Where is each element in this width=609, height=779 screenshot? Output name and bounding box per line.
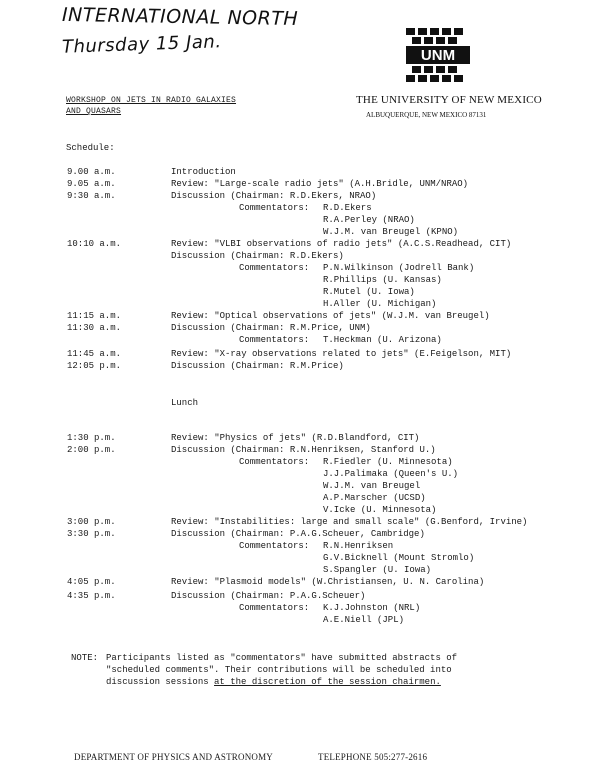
schedule-row	[0, 602, 609, 614]
schedule-row	[0, 250, 609, 262]
workshop-title-line-1: WORKSHOP ON JETS IN RADIO GALAXIES	[66, 96, 237, 105]
schedule-row	[0, 456, 609, 468]
schedule-description: Discussion (Chairman: R.D.Ekers, NRAO)	[171, 191, 377, 201]
schedule-time: 2:00 p.m.	[67, 445, 116, 455]
schedule-row	[0, 552, 609, 564]
commentator-name: G.V.Bicknell (Mount Stromlo)	[323, 553, 475, 563]
schedule-row	[0, 492, 609, 504]
commentator-name: R.Fiedler (U. Minnesota)	[323, 457, 453, 467]
schedule-row	[0, 480, 609, 492]
schedule-time: 11:30 a.m.	[67, 323, 122, 333]
commentator-name: R.N.Henriksen	[323, 541, 394, 551]
schedule-row	[0, 238, 609, 250]
schedule-row	[0, 564, 609, 576]
commentators-label: Commentators:	[239, 335, 310, 345]
schedule-description: Review: "VLBI observations of radio jets" (A.C.S.Readhead, CIT)	[171, 239, 512, 249]
unm-logo-icon	[406, 28, 470, 84]
schedule-row	[0, 540, 609, 552]
schedule-row	[0, 444, 609, 456]
footer-telephone: TELEPHONE 505:277-2616	[318, 752, 428, 762]
handwritten-title: INTERNATIONAL NORTH	[61, 3, 299, 31]
schedule-time: 10:10 a.m.	[67, 239, 122, 249]
schedule-description: Review: "Physics of jets" (R.D.Blandford, CIT)	[171, 433, 420, 443]
commentator-name: T.Heckman (U. Arizona)	[323, 335, 442, 345]
schedule-row	[0, 504, 609, 516]
note-line-3	[106, 676, 441, 688]
schedule-row	[0, 432, 609, 444]
note-line-2: "scheduled comments". Their contributions will be scheduled into	[106, 665, 452, 675]
university-name: THE UNIVERSITY OF NEW MEXICO	[356, 94, 542, 106]
schedule-time: 11:15 a.m.	[67, 311, 122, 321]
schedule-row	[0, 348, 609, 360]
schedule-row	[0, 262, 609, 274]
schedule-time: 9:30 a.m.	[67, 191, 116, 201]
schedule-time: 12:05 p.m.	[67, 361, 122, 371]
commentators-label: Commentators:	[239, 203, 310, 213]
footer-department: DEPARTMENT OF PHYSICS AND ASTRONOMY	[74, 752, 274, 762]
workshop-title-line-2: AND QUASARS	[66, 107, 122, 116]
commentators-label: Commentators:	[239, 263, 310, 273]
schedule-heading: Schedule:	[66, 143, 115, 153]
schedule-row	[0, 360, 609, 372]
schedule-row	[0, 298, 609, 310]
commentators-label: Commentators:	[239, 457, 310, 467]
schedule-row	[0, 286, 609, 298]
commentator-name: A.P.Marscher (UCSD)	[323, 493, 426, 503]
schedule-row	[0, 214, 609, 226]
commentator-name: R.D.Ekers	[323, 203, 372, 213]
schedule-description: Discussion (Chairman: R.M.Price, UNM)	[171, 323, 371, 333]
schedule-description: Discussion (Chairman: R.M.Price)	[171, 361, 344, 371]
commentator-name: R.Mutel (U. Iowa)	[323, 287, 415, 297]
schedule-row	[0, 590, 609, 602]
logo-text: UNM	[420, 47, 456, 64]
schedule-description: Discussion (Chairman: P.A.G.Scheuer, Cambridge)	[171, 529, 425, 539]
schedule-time: 11:45 a.m.	[67, 349, 122, 359]
note-line-3-text: discussion sessions	[106, 677, 215, 687]
schedule-time: 9.00 a.m.	[67, 167, 116, 177]
schedule-description: Review: "Instabilities: large and small scale" (G.Benford, Irvine)	[171, 517, 528, 527]
schedule-row	[0, 166, 609, 178]
commentator-name: V.Icke (U. Minnesota)	[323, 505, 437, 515]
commentator-name: H.Aller (U. Michigan)	[323, 299, 437, 309]
commentator-name: R.A.Perley (NRAO)	[323, 215, 415, 225]
commentator-name: R.Phillips (U. Kansas)	[323, 275, 442, 285]
note-label: NOTE:	[71, 653, 99, 663]
schedule-row	[0, 614, 609, 626]
schedule-row	[0, 310, 609, 322]
schedule-description: Review: "Large-scale radio jets" (A.H.Bridle, UNM/NRAO)	[171, 179, 469, 189]
commentator-name: S.Spangler (U. Iowa)	[323, 565, 432, 575]
schedule-time: 1:30 p.m.	[67, 433, 116, 443]
university-address: ALBUQUERQUE, NEW MEXICO 87131	[366, 111, 487, 119]
schedule-row	[0, 178, 609, 190]
schedule-description: Discussion (Chairman: P.A.G.Scheuer)	[171, 591, 366, 601]
schedule-row	[0, 202, 609, 214]
schedule-time: 3:00 p.m.	[67, 517, 116, 527]
note-line-3-underlined: at the discretion of the session chairmen.	[214, 677, 441, 687]
schedule-time: 4:05 p.m.	[67, 577, 116, 587]
schedule-description: Discussion (Chairman: R.N.Henriksen, Stanford U.)	[171, 445, 436, 455]
schedule-description: Review: "X-ray observations related to jets" (E.Feigelson, MIT)	[171, 349, 512, 359]
schedule-row	[0, 226, 609, 238]
schedule-row	[0, 274, 609, 286]
schedule-time: 4:35 p.m.	[67, 591, 116, 601]
schedule-row	[0, 322, 609, 334]
commentator-name: W.J.M. van Breugel	[323, 481, 421, 491]
commentator-name: J.J.Palimaka (Queen's U.)	[323, 469, 459, 479]
schedule-row	[0, 190, 609, 202]
commentators-label: Commentators:	[239, 603, 310, 613]
commentator-name: A.E.Niell (JPL)	[323, 615, 405, 625]
schedule-description: Review: "Plasmoid models" (W.Christiansen, U. N. Carolina)	[171, 577, 485, 587]
schedule-row	[0, 334, 609, 346]
schedule-row	[0, 576, 609, 588]
lunch-break: Lunch	[171, 398, 199, 408]
schedule-row	[0, 516, 609, 528]
commentator-name: W.J.M. van Breugel (KPNO)	[323, 227, 459, 237]
handwritten-date: Thursday 15 Jan.	[61, 31, 222, 58]
schedule-row	[0, 528, 609, 540]
commentator-name: P.N.Wilkinson (Jodrell Bank)	[323, 263, 475, 273]
schedule-time: 9.05 a.m.	[67, 179, 116, 189]
schedule-description: Introduction	[171, 167, 236, 177]
note-line-1: Participants listed as "commentators" have submitted abstracts of	[106, 653, 458, 663]
schedule-description: Discussion (Chairman: R.D.Ekers)	[171, 251, 344, 261]
schedule-row	[0, 468, 609, 480]
commentator-name: K.J.Johnston (NRL)	[323, 603, 421, 613]
schedule-description: Review: "Optical observations of jets" (W.J.M. van Breugel)	[171, 311, 490, 321]
schedule-time: 3:30 p.m.	[67, 529, 116, 539]
commentators-label: Commentators:	[239, 541, 310, 551]
